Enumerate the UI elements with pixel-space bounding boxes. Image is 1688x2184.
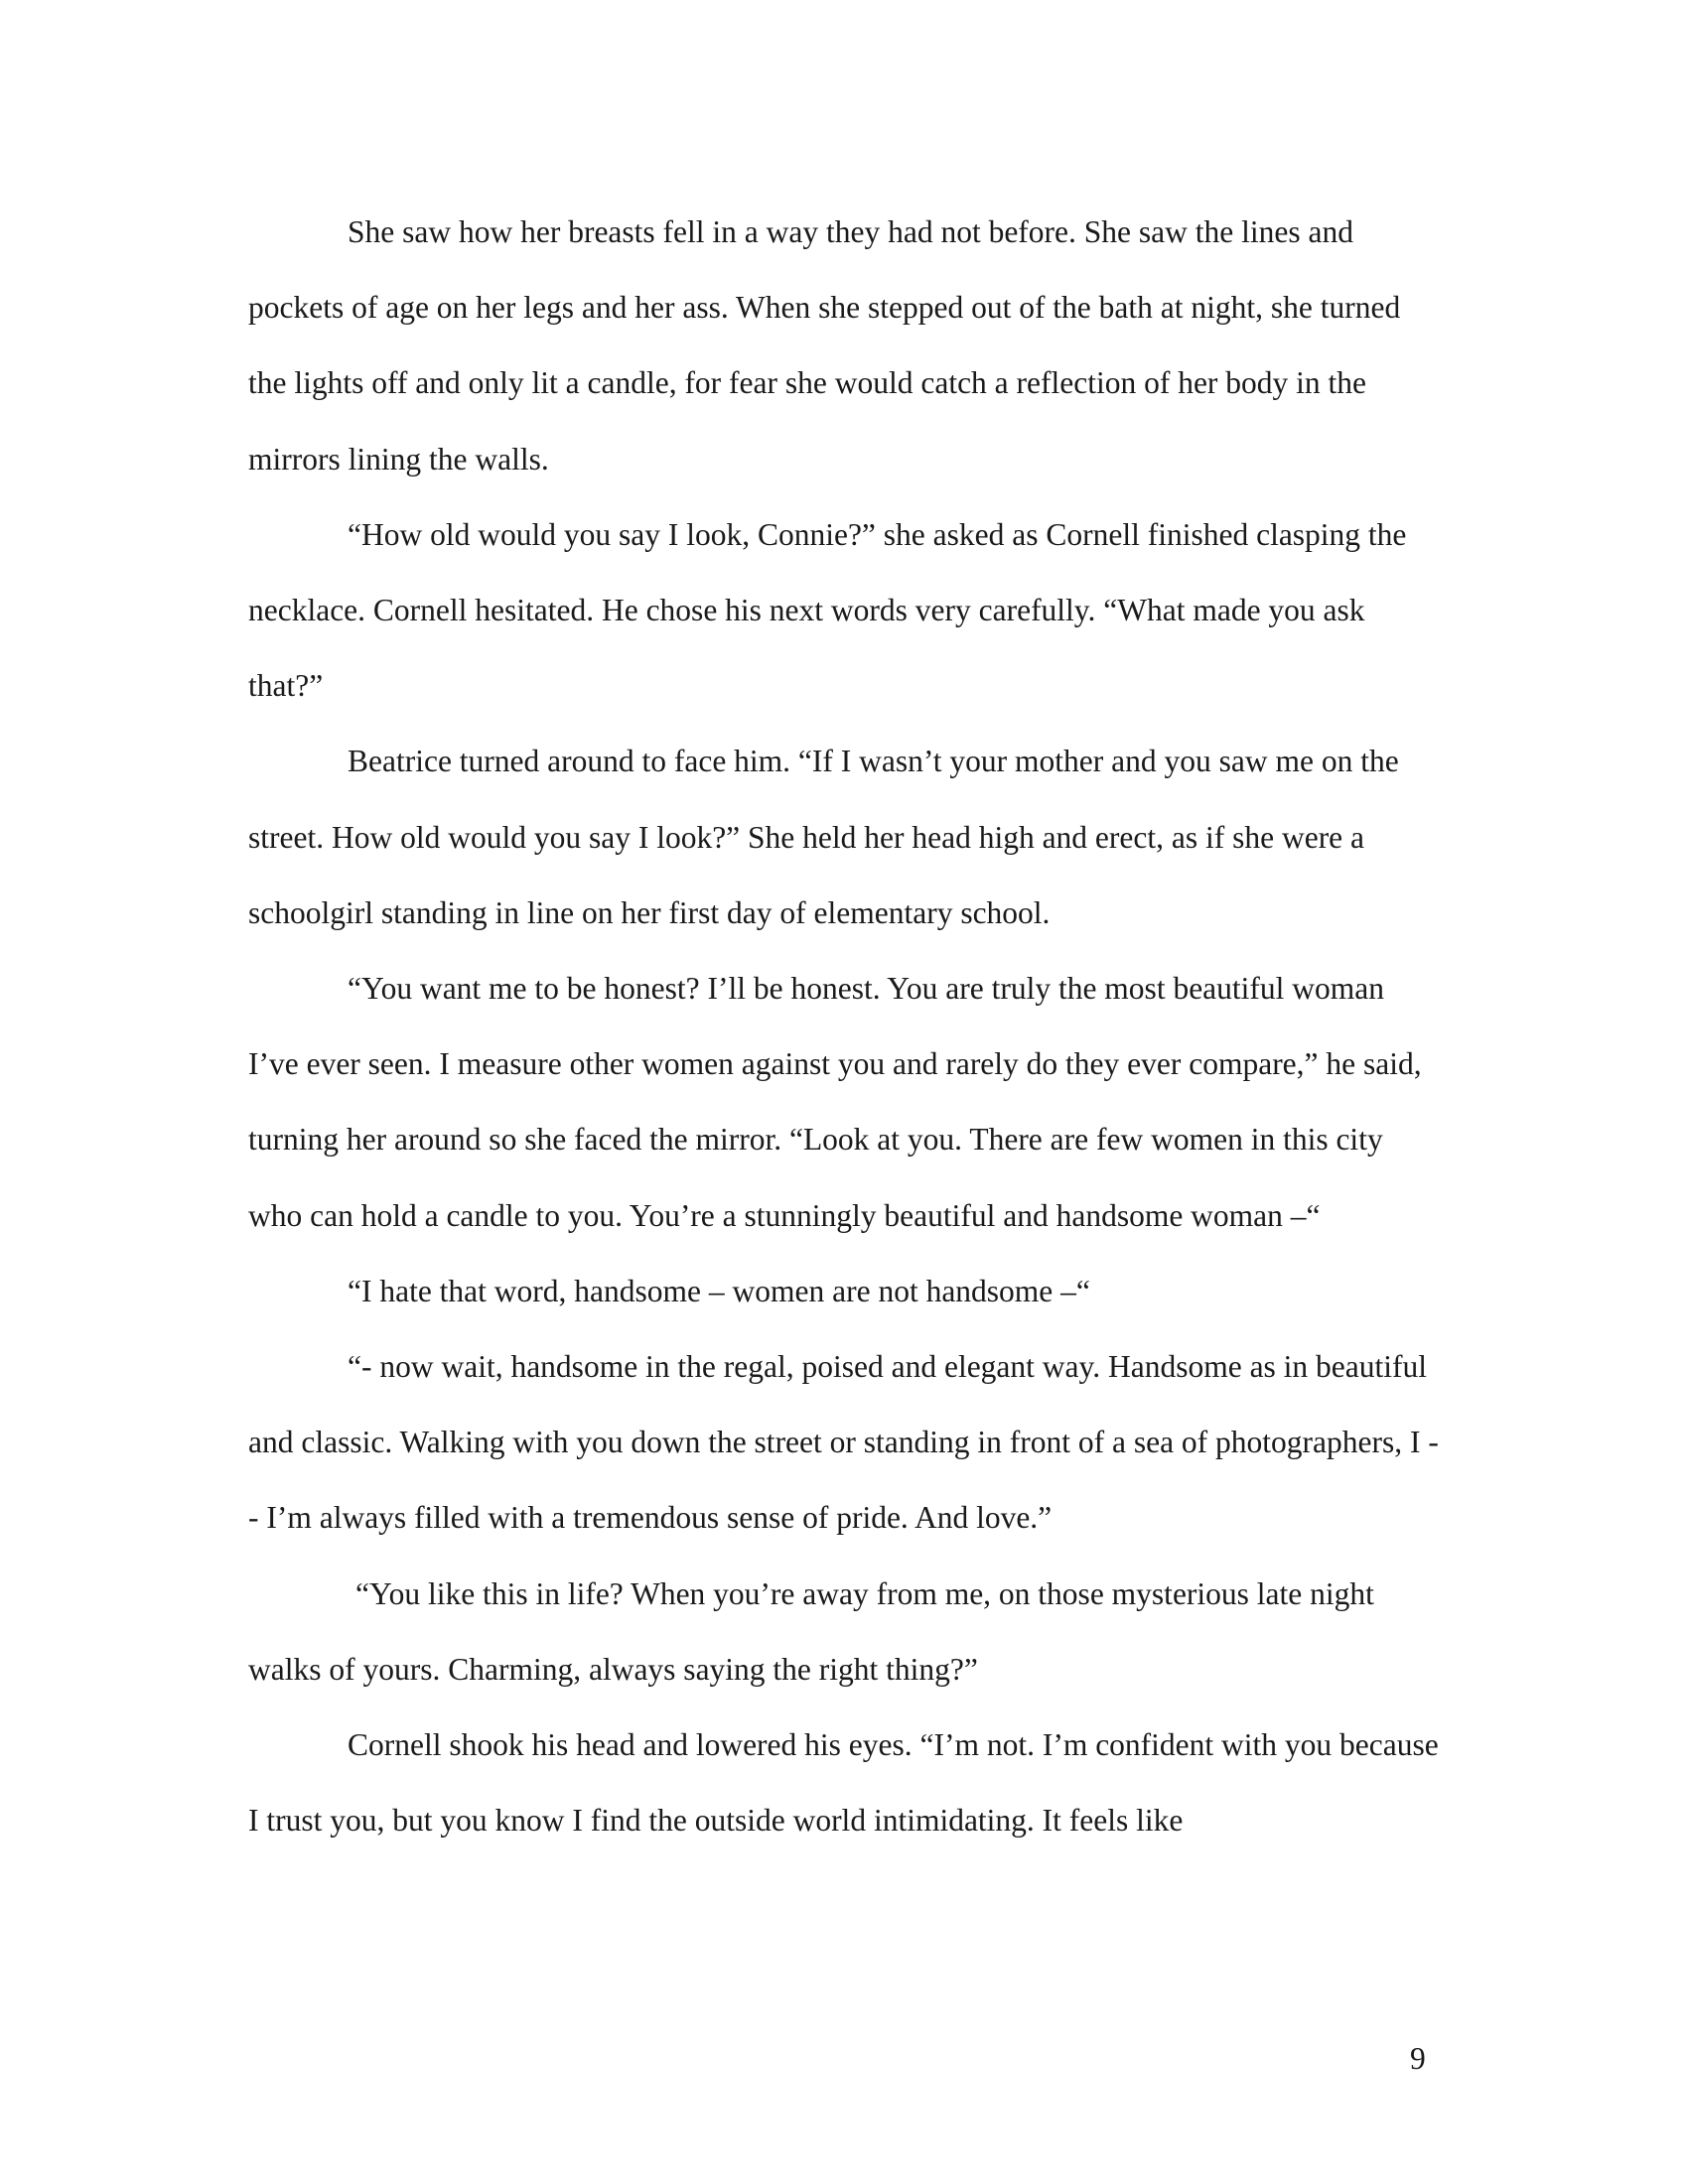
paragraph: “How old would you say I look, Connie?” she asked as Cornell finished clasping the necklace. Cornell hesitated. He chose his next words very carefully. “What made you ask that?” [248,516,1407,704]
paragraph: “You like this in life? When you’re away from me, on those mysterious late night walks of yours. Charming, always saying the right thing?” [248,1575,1374,1687]
paragraph: She saw how her breasts fell in a way they had not before. She saw the lines and pockets of age on her legs and her ass. When she stepped out of the bath at night, she turned the lights off and only lit a candle, for fear she would catch a reflection of her body in the mirrors lining the walls. [248,214,1401,477]
body-text [248,195,1440,1858]
paragraph: Cornell shook his head and lowered his eyes. “I’m not. I’m confident with you because I trust you, but you know I find the outside world intimidating. It feels like [248,1727,1439,1839]
paragraph: “I hate that word, handsome – women are not handsome –“ [348,1273,1090,1308]
paragraph: “You want me to be honest? I’ll be honest. You are truly the most beautiful woman I’ve ever seen. I measure other women against you and rarely do they ever compare,” he said, turning her around so she faced the mirror. “Look at you. There are few women in this city who can hold a candle to you. You’re a stunningly beautiful and handsome woman –“ [248,971,1422,1233]
page-number: 9 [1410,2041,1426,2076]
paragraph: Beatrice turned around to face him. “If I wasn’t your mother and you saw me on the street. How old would you say I look?” She held her head high and erect, as if she were a schoolgirl standing in line on her first day of elementary school. [248,744,1399,930]
paragraph: “- now wait, handsome in the regal, poised and elegant way. Handsome as in beautiful and classic. Walking with you down the street or standing in front of a sea of photographers, I -- I’m always filled with a tremendous sense of pride. And love.” [248,1349,1439,1536]
